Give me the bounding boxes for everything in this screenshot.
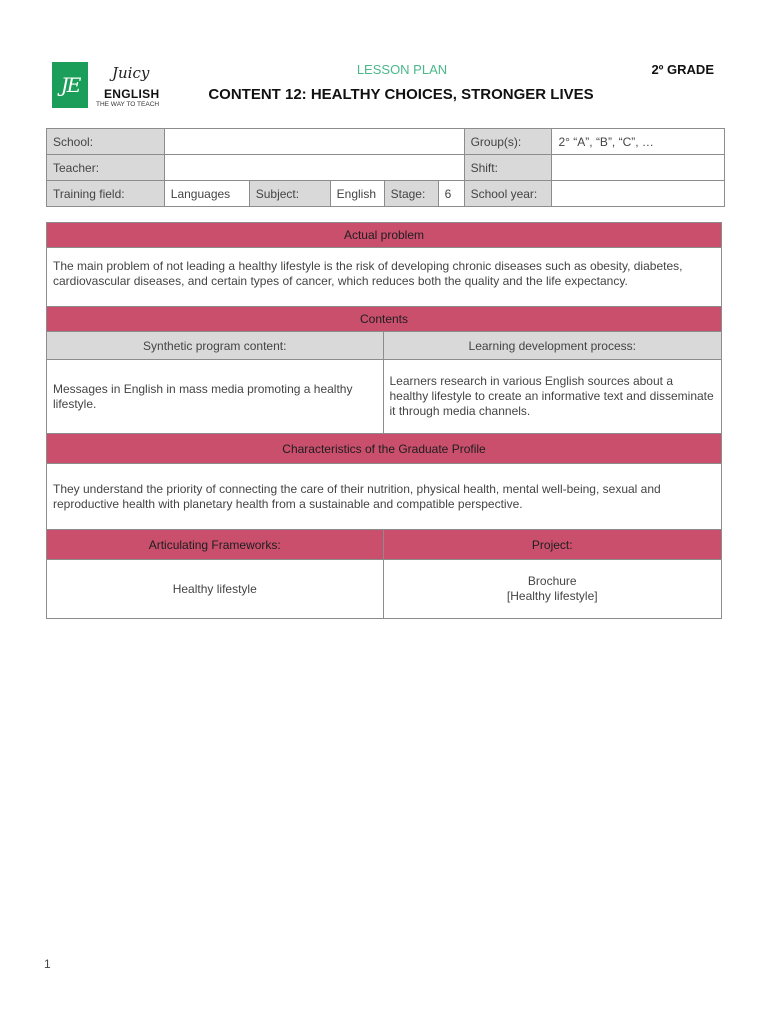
actual-problem-header: Actual problem [47, 223, 722, 248]
articulating-frameworks-value: Healthy lifestyle [47, 560, 384, 619]
articulating-frameworks-header: Articulating Frameworks: [47, 530, 384, 560]
graduate-profile-text: They understand the priority of connecting the care of their nutrition, physical health, mental well-being, sexual and reproductive health with planetary health from a sustainable and compatible perspective. [47, 464, 722, 530]
logo-english-text: ENGLISH [104, 87, 160, 101]
stage-label: Stage: [384, 181, 438, 207]
project-header: Project: [383, 530, 722, 560]
page-number: 1 [44, 957, 51, 971]
learning-process-text: Learners research in various English sources about a healthy lifestyle to create an informative text and disseminate it through media channels. [383, 360, 722, 434]
info-row-school [47, 129, 725, 155]
project-value-line1: Brochure [527, 574, 577, 588]
synthetic-content-text: Messages in English in mass media promoting a healthy lifestyle. [47, 360, 384, 434]
groups-label: Group(s): [464, 129, 552, 155]
stage-value[interactable]: 6 [438, 181, 464, 207]
actual-problem-text: The main problem of not leading a healthy lifestyle is the risk of developing chronic diseases such as obesity, diabetes, cardiovascular diseases, and certain types of cancer, which reduces both the quality and the life expectancy. [47, 248, 722, 307]
school-value[interactable] [164, 129, 464, 155]
info-row-training [47, 181, 725, 207]
logo-juicy-text: Juicy [112, 64, 150, 82]
training-value[interactable]: Languages [164, 181, 249, 207]
teacher-value[interactable] [164, 155, 464, 181]
school-label: School: [47, 129, 165, 155]
lesson-plan-label: LESSON PLAN [356, 62, 448, 77]
lesson-plan-table [46, 222, 722, 619]
juicy-english-logo [52, 62, 164, 110]
subject-value[interactable]: English [330, 181, 384, 207]
project-value-line2: [Healthy lifestyle] [506, 589, 598, 603]
graduate-profile-header: Characteristics of the Graduate Profile [47, 434, 722, 464]
training-label: Training field: [47, 181, 165, 207]
groups-value[interactable]: 2° “A”, “B”, “C”, … [552, 129, 725, 155]
info-table [46, 128, 725, 207]
teacher-label: Teacher: [47, 155, 165, 181]
synthetic-content-label: Synthetic program content: [47, 332, 384, 360]
learning-process-label: Learning development process: [383, 332, 722, 360]
subject-label: Subject: [249, 181, 330, 207]
logo-tagline: THE WAY TO TEACH [96, 101, 160, 108]
contents-header: Contents [47, 307, 722, 332]
page-title: CONTENT 12: HEALTHY CHOICES, STRONGER LIVES [208, 86, 594, 103]
project-value [383, 560, 722, 619]
school-year-label: School year: [464, 181, 552, 207]
logo-monogram: JE [52, 62, 88, 108]
info-row-teacher [47, 155, 725, 181]
shift-label: Shift: [464, 155, 552, 181]
shift-value[interactable] [552, 155, 725, 181]
grade-label: 2º GRADE [651, 62, 714, 77]
school-year-value[interactable] [552, 181, 725, 207]
